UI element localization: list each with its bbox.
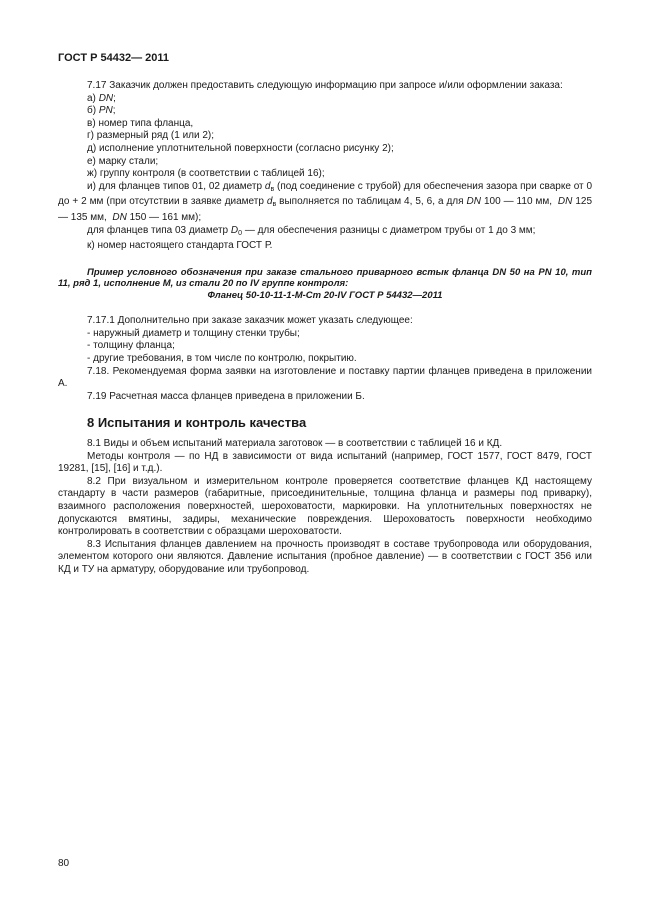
example-designation: Фланец 50-10-11-1-М-Ст 20-IV ГОСТ Р 54432—2011 [207,289,443,301]
list-item: - толщину фланца; [87,340,175,352]
clause-8-2: 8.2 При визуальном и измерительном контроле проверяется соответствие фланцев КД настоящему стандарту в части размеров (габаритные, присоединительные, толщина фланца и размеры под приварку), взаимного расположения поверхностей, шероховатости, маркировки. На уплотнительных поверхностях не допускаются вмятины, задиры, механические повреждения. Шероховатость поверхности необходимо контролировать в соответствии с образцами шероховатости. [58,475,592,538]
list-item: г) размерный ряд (1 или 2); [87,130,215,142]
test-methods: Методы контроля — по НД в зависимости от вида испытаний (например, ГОСТ 1577, ГОСТ 8479, ГОСТ 19281, [15], [16] и т.д.). [58,450,592,475]
list-item: - другие требования, в том числе по контролю, покрытию. [87,353,357,364]
document-header: ГОСТ Р 54432— 2011 [58,52,169,64]
clause-7-19: 7.19 Расчетная масса фланцев приведена в приложении Б. [87,390,365,402]
list-item-type03: для фланцев типа 03 диаметр $D_0$ — для обеспечения разницы с диаметром трубы от 1 до 3 мм; [87,224,536,237]
clause-8-3: 8.3 Испытания фланцев давлением на прочность производят в составе трубопровода или оборудования, элементом которого они являются. Давление испытания (пробное давление) — в соответствии с ГОСТ 356 или КД и ТУ на арматуру, оборудование или трубопровод. [58,538,592,575]
clause-7-17-1: 7.17.1 Дополнительно при заказе заказчик может указать следующее: [87,315,413,327]
list-item: а) DN; [87,92,116,104]
order-info-list [58,93,592,253]
page-number: 80 [58,858,70,869]
list-item: в) номер типа фланца, [87,117,194,129]
list-item: д) исполнение уплотнительной поверхности (согласно рисунку 2); [87,142,394,154]
list-item-flange-diameter: и) для фланцев типов 01, 02 диаметр $d_в$ (под соединение с трубой) для обеспечения зазора при сварке от 0 до + 2 мм (при отсутствии в заявке диаметр $d_в$ выполняется по таблицам 4, 5, 6, а для DN 100 — 110 мм, DN 125 — 135 мм, DN 150 — 161 мм); [58,180,593,223]
page-body [58,80,592,577]
section-heading: 8 Испытания и контроль качества [87,415,307,431]
example-text: Пример условного обозначения при заказе стального приварного встык фланца DN 50 на PN 10, тип 11, ряд 1, исполнение М, из стали 20 по IV группе контроля: [58,266,592,290]
list-item: б) PN; [87,105,116,117]
list-item: е) марку стали; [87,155,159,167]
list-item: - наружный диаметр и толщину стенки трубы; [87,327,300,339]
clause-7-18: 7.18. Рекомендуемая форма заявки на изготовление и поставку партии фланцев приведена в приложении А. [58,365,592,390]
list-item: к) номер настоящего стандарта ГОСТ Р. [87,240,273,252]
designation-example [58,267,592,302]
clause-7-17: 7.17 Заказчик должен предоставить следующую информацию при запросе и/или оформлении заказа: [87,80,563,91]
clause-8-1: 8.1 Виды и объем испытаний материала заготовок — в соответствии с таблицей 16 и КД. [87,437,503,449]
list-item: ж) группу контроля (в соответствии с таблицей 16); [87,168,325,180]
